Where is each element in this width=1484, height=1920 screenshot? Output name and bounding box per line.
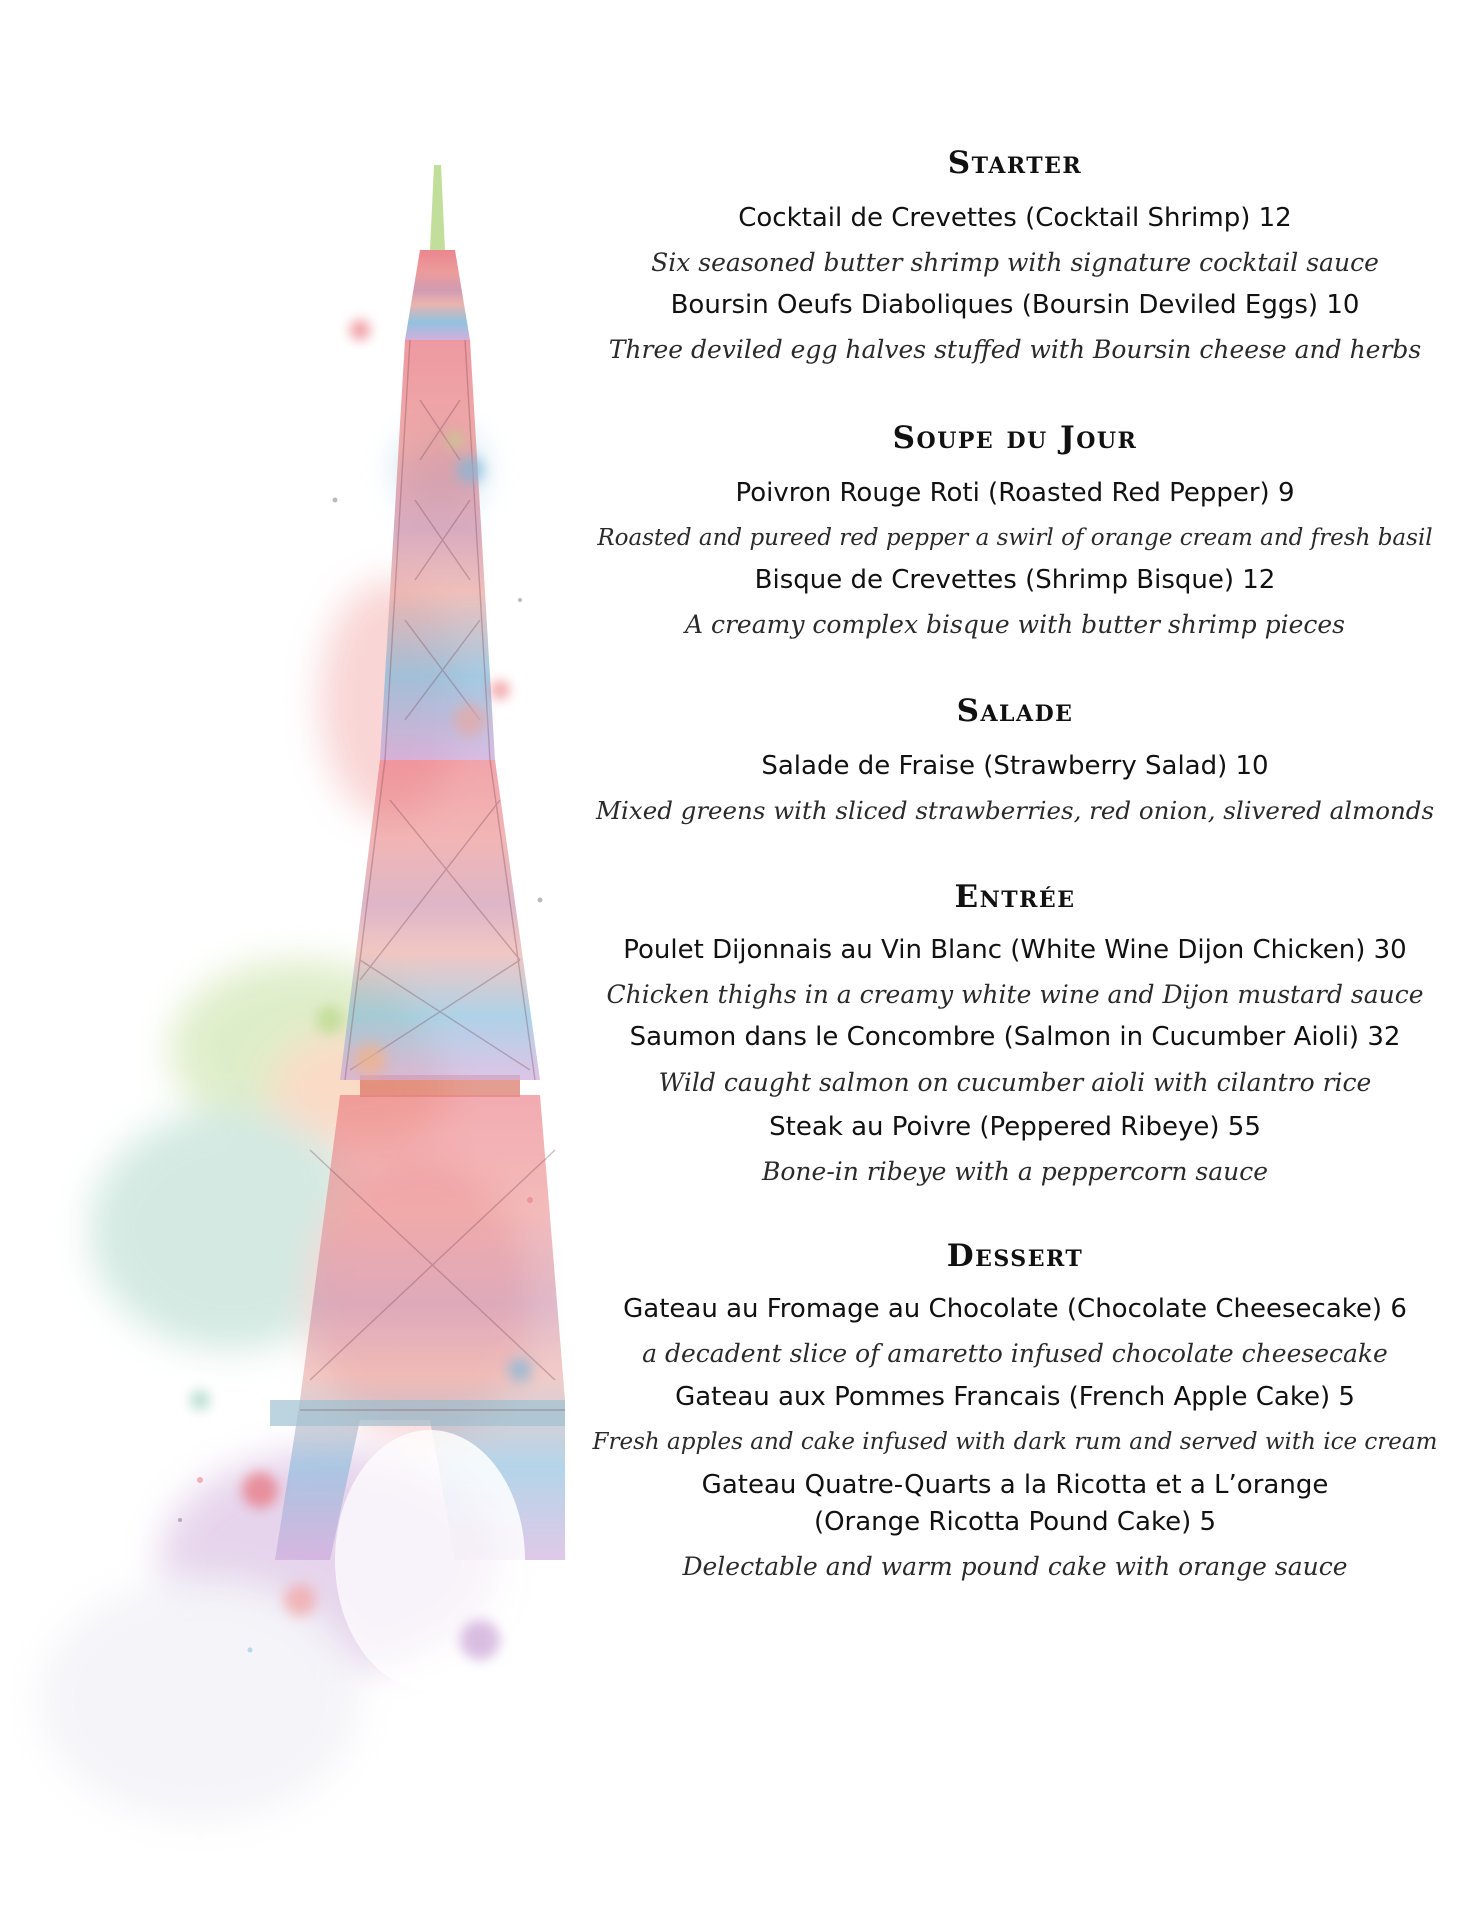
menu-item-description: Bone-in ribeye with a peppercorn sauce: [762, 1157, 1268, 1186]
menu-item-description: Six seasoned butter shrimp with signature cocktail sauce: [651, 248, 1379, 277]
menu-item-description: A creamy complex bisque with butter shrimp pieces: [684, 610, 1346, 639]
menu-item-name: Salade de Fraise (Strawberry Salad) 10: [761, 751, 1269, 781]
section-title-soupe-du-jour: Soupe du Jour: [892, 420, 1138, 456]
menu-item-description: a decadent slice of amaretto infused chocolate cheesecake: [642, 1339, 1388, 1368]
menu-item-name: Gateau Quatre-Quarts a la Ricotta et a L’orange: [701, 1470, 1329, 1500]
menu: [590, 0, 1440, 1920]
menu-item-name: Steak au Poivre (Peppered Ribeye) 55: [769, 1112, 1261, 1142]
menu-item-name: Cocktail de Crevettes (Cocktail Shrimp) 12: [738, 203, 1292, 233]
eiffel-tower-watercolor-image: [0, 0, 565, 1920]
menu-item-description: Mixed greens with sliced strawberries, red onion, slivered almonds: [595, 796, 1435, 825]
menu-item-description: Fresh apples and cake infused with dark rum and served with ice cream: [592, 1429, 1438, 1455]
section-title-starter: Starter: [947, 145, 1083, 181]
menu-item-description: Delectable and warm pound cake with orange sauce: [682, 1552, 1348, 1581]
menu-item-name-continued: (Orange Ricotta Pound Cake) 5: [813, 1507, 1217, 1537]
section-title-dessert: Dessert: [946, 1238, 1084, 1274]
eiffel-tower-illustration: [0, 0, 565, 1920]
menu-item-name: Bisque de Crevettes (Shrimp Bisque) 12: [754, 565, 1276, 595]
section-title-entree: Entrée: [954, 879, 1076, 915]
menu-item-description: Chicken thighs in a creamy white wine and Dijon mustard sauce: [606, 980, 1424, 1009]
menu-item-name: Saumon dans le Concombre (Salmon in Cucumber Aioli) 32: [629, 1022, 1401, 1052]
menu-item-name: Poivron Rouge Roti (Roasted Red Pepper) 9: [735, 478, 1295, 508]
menu-item-name: Poulet Dijonnais au Vin Blanc (White Wine Dijon Chicken) 30: [623, 935, 1407, 965]
menu-item-name: Boursin Oeufs Diaboliques (Boursin Deviled Eggs) 10: [670, 290, 1360, 320]
menu-item-description: Wild caught salmon on cucumber aioli with cilantro rice: [658, 1068, 1372, 1097]
menu-item-name: Gateau aux Pommes Francais (French Apple Cake) 5: [675, 1382, 1355, 1412]
section-title-salade: Salade: [956, 693, 1074, 729]
menu-item-description: Three deviled egg halves stuffed with Boursin cheese and herbs: [608, 335, 1422, 364]
menu-item-description: Roasted and pureed red pepper a swirl of orange cream and fresh basil: [597, 525, 1433, 551]
menu-item-name: Gateau au Fromage au Chocolate (Chocolate Cheesecake) 6: [623, 1294, 1407, 1324]
